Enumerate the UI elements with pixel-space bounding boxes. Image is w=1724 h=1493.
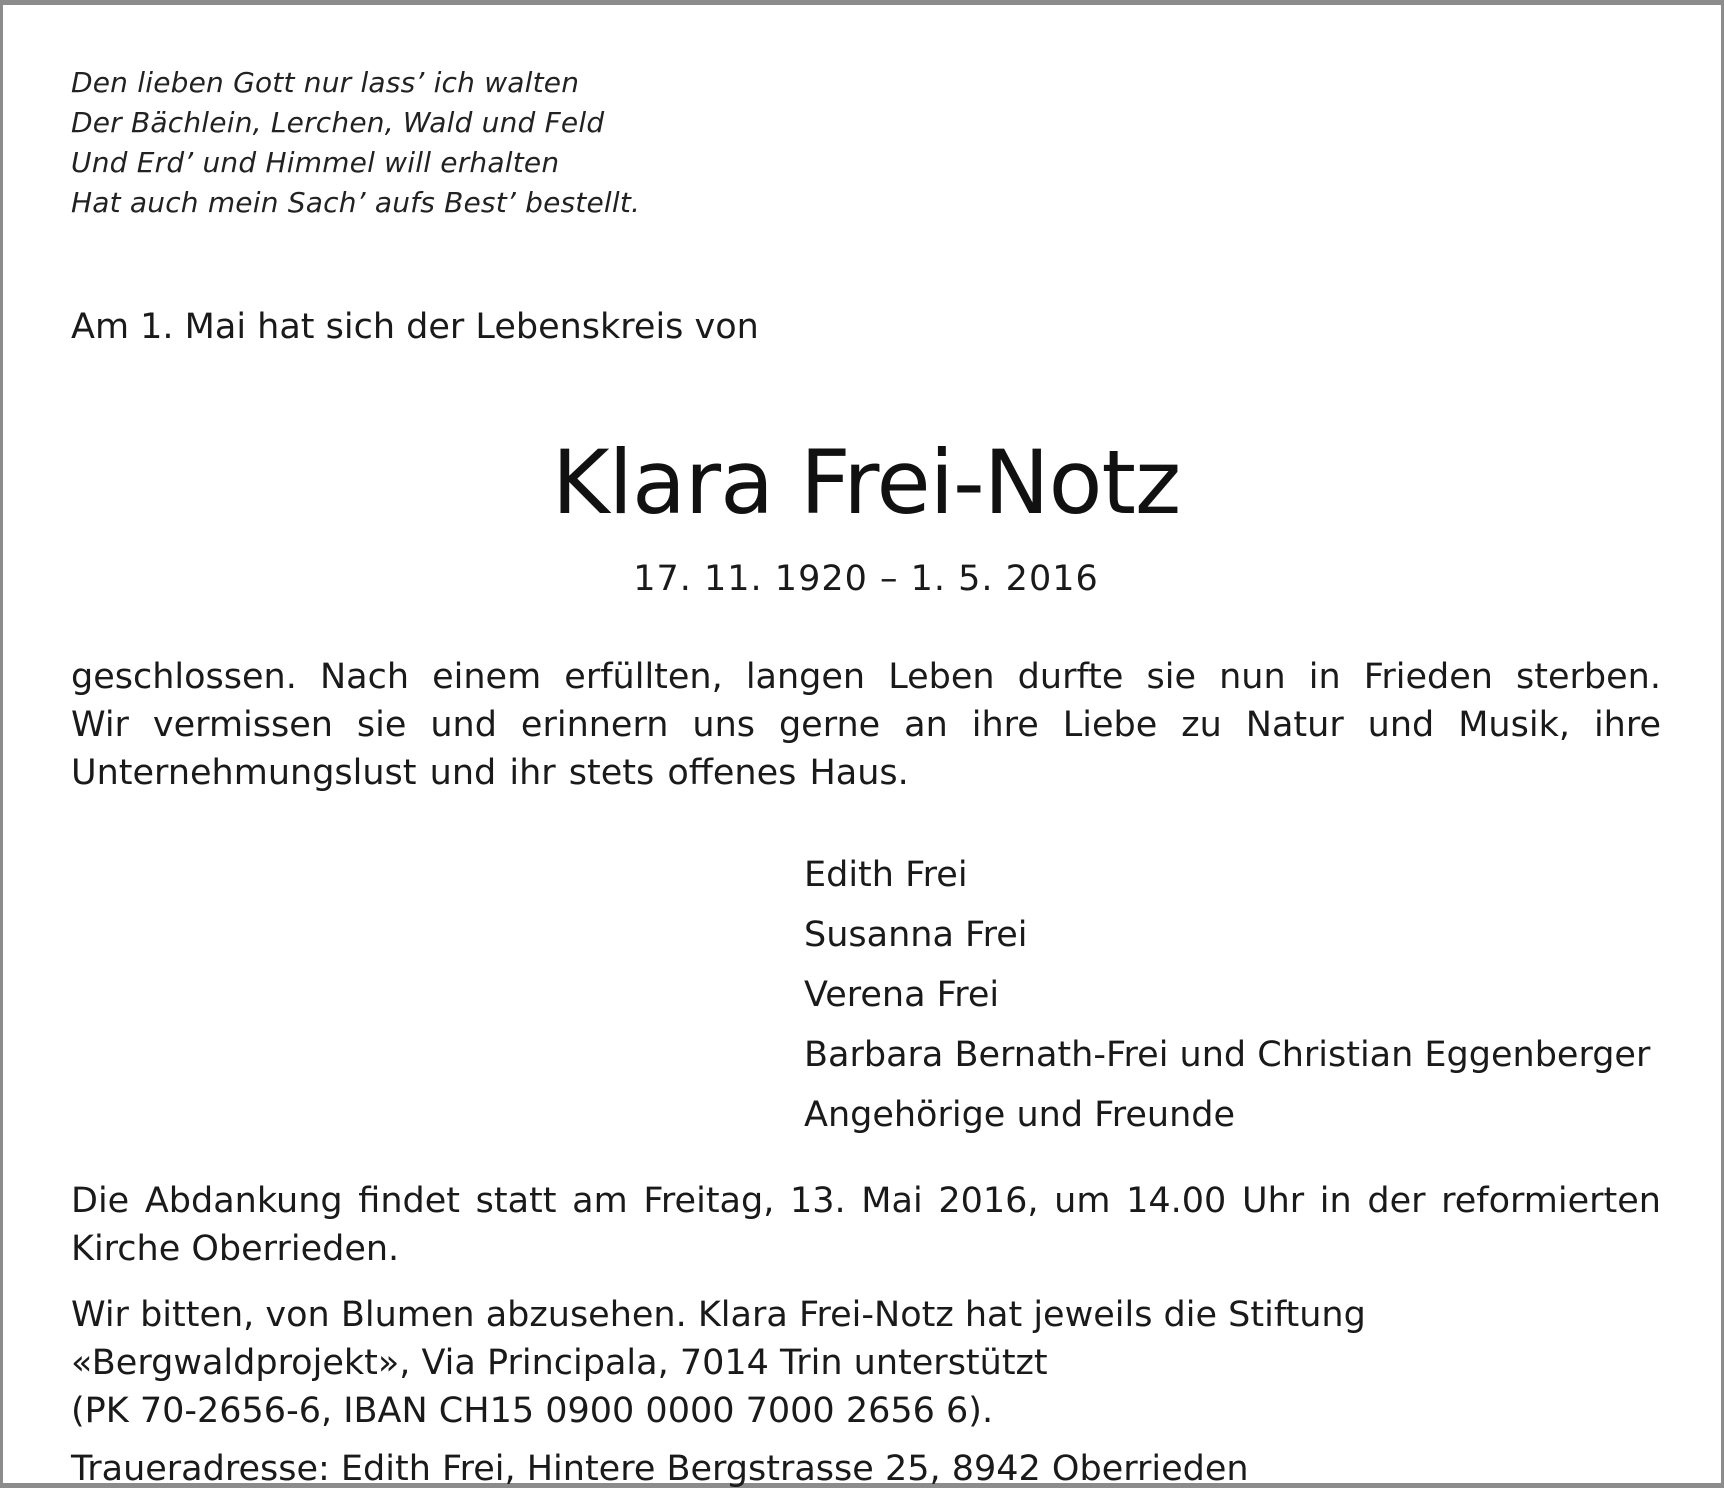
donation-line: Wir bitten, von Blumen abzusehen. Klara Frei-Notz hat jeweils die Stiftung [71,1295,1366,1335]
mourner-name: Edith Frei [804,855,968,895]
donation-line: «Bergwaldprojekt», Via Principala, 7014 Trin unterstützt [71,1343,1048,1383]
poem-line: Den lieben Gott nur lass’ ich walten [71,66,580,99]
mourner-name: Susanna Frei [804,915,1028,955]
mourners-list [804,845,1650,1145]
poem-line: Hat auch mein Sach’ aufs Best’ bestellt. [71,186,641,219]
deceased-name: Klara Frei-Notz [551,431,1181,534]
mourner-name: Angehörige und Freunde [804,1095,1236,1135]
ceremony-line: Kirche Oberrieden. [71,1229,400,1269]
body-line: Unternehmungslust und ihr stets offenes Haus. [71,753,909,793]
mourning-address: Traueradresse: Edith Frei, Hintere Bergstrasse 25, 8942 Oberrieden [71,1449,1249,1489]
mourner-name: Barbara Bernath-Frei und Christian Eggenberger [804,1035,1651,1075]
obituary-notice [71,63,1661,1489]
poem-line: Der Bächlein, Lerchen, Wald und Feld [71,106,605,139]
intro-text: Am 1. Mai hat sich der Lebenskreis von [71,307,759,347]
poem-line: Und Erd’ und Himmel will erhalten [71,146,560,179]
donation-info [71,1291,1366,1435]
poem [71,63,1661,223]
body-paragraph [71,653,1661,797]
donation-line: (PK 70-2656-6, IBAN CH15 0900 0000 7000 2656 6). [71,1391,994,1431]
life-dates: 17. 11. 1920 – 1. 5. 2016 [633,559,1099,599]
body-line: geschlossen. Nach einem erfüllten, langen Leben durfte sie nun in Frieden sterben. [71,657,1661,697]
mourner-name: Verena Frei [804,975,1000,1015]
body-line: Wir vermissen sie und erinnern uns gerne an ihre Liebe zu Natur und Musik, ihre [71,705,1661,745]
ceremony-info [71,1177,1661,1273]
ceremony-line: Die Abdankung findet statt am Freitag, 13. Mai 2016, um 14.00 Uhr in der reformierten [71,1181,1661,1221]
